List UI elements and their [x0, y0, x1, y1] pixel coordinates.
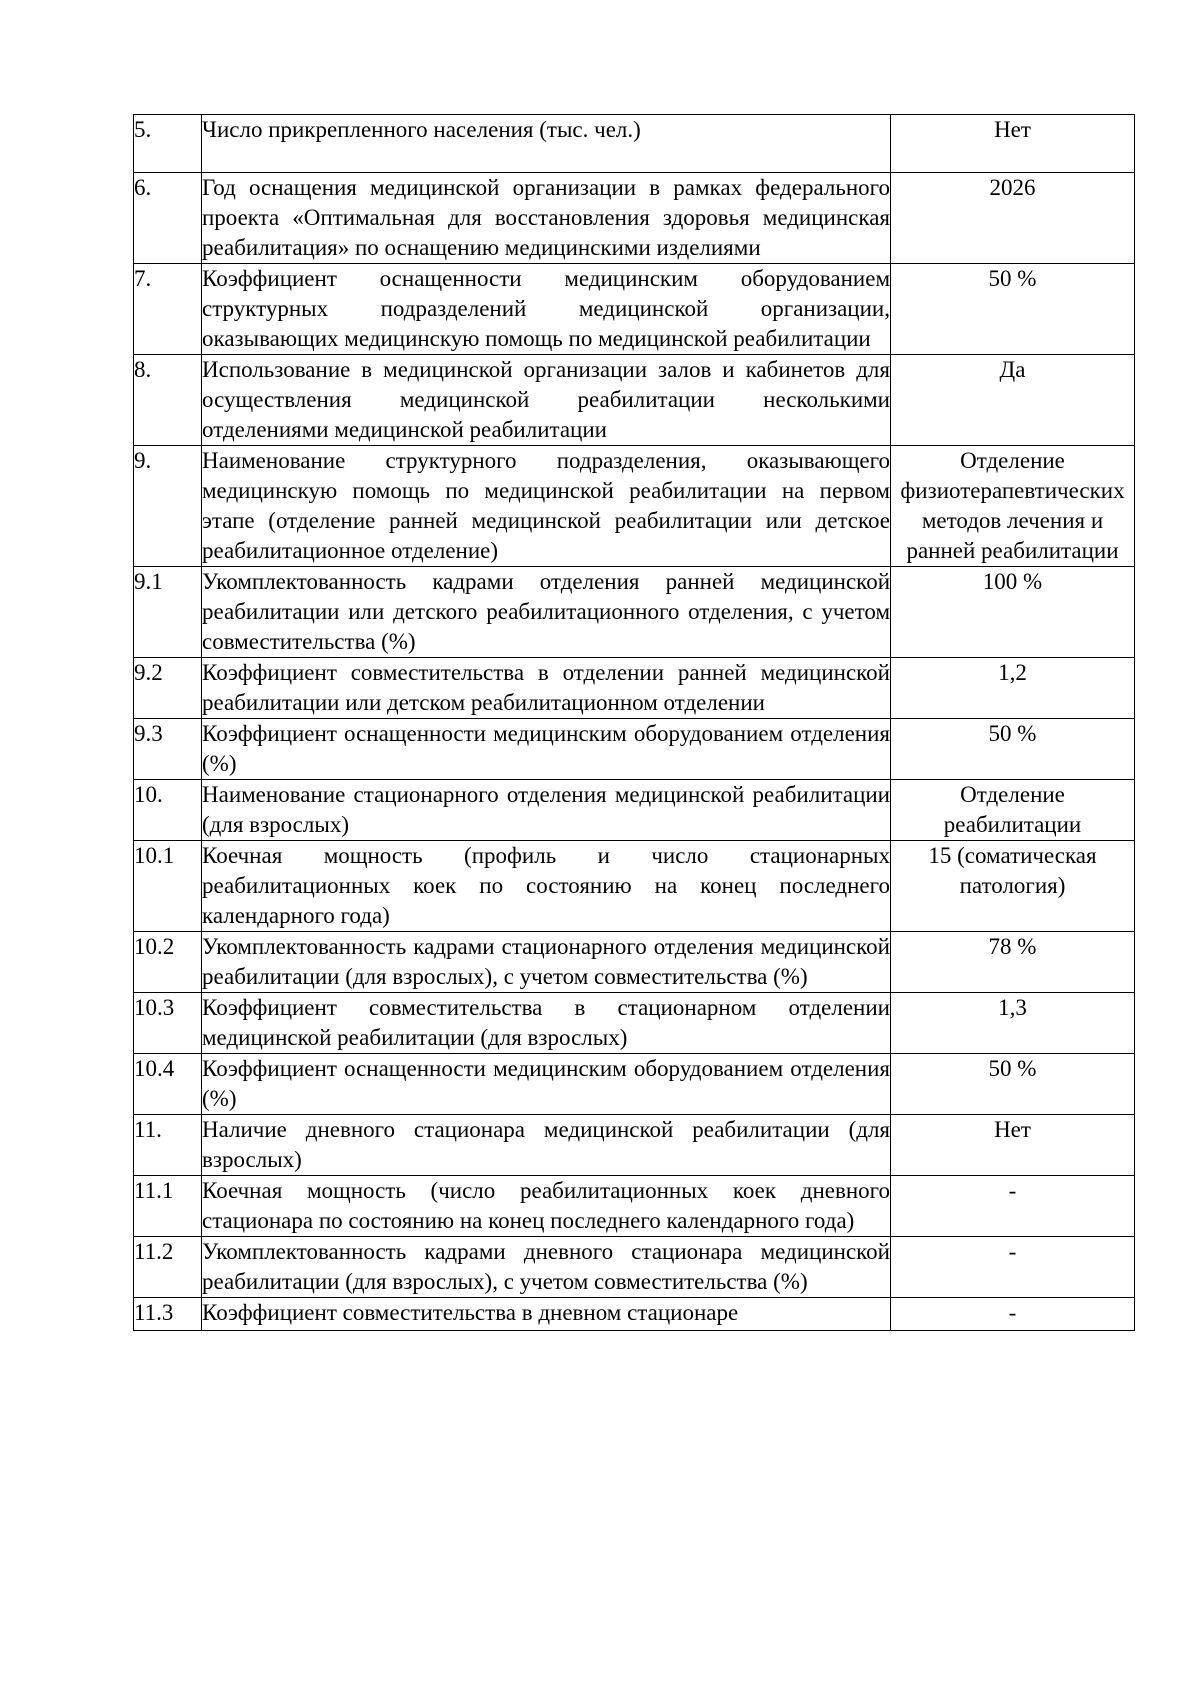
row-value: - — [891, 1298, 1135, 1331]
row-value: Отделение физиотерапевтических методов лечения и ранней реабилитации — [891, 446, 1135, 567]
row-number: 9.1 — [134, 567, 202, 658]
table-row — [134, 1237, 1135, 1298]
row-value: Нет — [891, 1115, 1135, 1176]
row-description: Коэффициент совместительства в дневном стационаре — [202, 1298, 891, 1331]
row-number: 10. — [134, 780, 202, 841]
row-description: Коечная мощность (число реабилитационных коек дневного стационара по состоянию на конец последнего календарного года) — [202, 1176, 891, 1237]
row-description: Коэффициент совместительства в стационарном отделении медицинской реабилитации (для взрослых) — [202, 993, 891, 1054]
row-number: 7. — [134, 264, 202, 355]
row-value: Нет — [891, 115, 1135, 173]
table-row — [134, 1176, 1135, 1237]
table-row — [134, 841, 1135, 932]
row-value: 2026 — [891, 173, 1135, 264]
row-value: 50 % — [891, 264, 1135, 355]
table-row — [134, 446, 1135, 567]
row-value: Да — [891, 355, 1135, 446]
table-row — [134, 719, 1135, 780]
row-number: 5. — [134, 115, 202, 173]
table-row — [134, 1115, 1135, 1176]
row-value: 1,2 — [891, 658, 1135, 719]
row-value: 15 (соматическая патология) — [891, 841, 1135, 932]
row-value: 50 % — [891, 1054, 1135, 1115]
row-description: Использование в медицинской организации залов и кабинетов для осуществления медицинской реабилитации несколькими отделениями медицинской реабилитации — [202, 355, 891, 446]
row-description: Коэффициент совместительства в отделении ранней медицинской реабилитации или детском реабилитационном отделении — [202, 658, 891, 719]
row-description: Год оснащения медицинской организации в рамках федерального проекта «Оптимальная для восстановления здоровья медицинская реабилитация» по оснащению медицинскими изделиями — [202, 173, 891, 264]
row-number: 10.2 — [134, 932, 202, 993]
row-description: Число прикрепленного населения (тыс. чел.) — [202, 115, 891, 173]
table-row — [134, 355, 1135, 446]
row-number: 8. — [134, 355, 202, 446]
row-description: Коэффициент оснащенности медицинским оборудованием структурных подразделений медицинской организации, оказывающих медицинскую помощь по медицинской реабилитации — [202, 264, 891, 355]
row-description: Коэффициент оснащенности медицинским оборудованием отделения (%) — [202, 719, 891, 780]
row-value: 100 % — [891, 567, 1135, 658]
table-row — [134, 567, 1135, 658]
table-row — [134, 658, 1135, 719]
table-row — [134, 1054, 1135, 1115]
row-description: Укомплектованность кадрами отделения ранней медицинской реабилитации или детского реабилитационного отделения, с учетом совместительства (%) — [202, 567, 891, 658]
row-number: 9.2 — [134, 658, 202, 719]
row-number: 10.3 — [134, 993, 202, 1054]
row-description: Укомплектованность кадрами дневного стационара медицинской реабилитации (для взрослых), с учетом совместительства (%) — [202, 1237, 891, 1298]
table-row — [134, 932, 1135, 993]
row-number: 11. — [134, 1115, 202, 1176]
row-description: Наличие дневного стационара медицинской реабилитации (для взрослых) — [202, 1115, 891, 1176]
indicators-table — [133, 114, 1135, 1331]
row-number: 11.2 — [134, 1237, 202, 1298]
row-value: - — [891, 1237, 1135, 1298]
table-row — [134, 264, 1135, 355]
row-value: 78 % — [891, 932, 1135, 993]
row-description: Наименование стационарного отделения медицинской реабилитации (для взрослых) — [202, 780, 891, 841]
row-description: Коэффициент оснащенности медицинским оборудованием отделения (%) — [202, 1054, 891, 1115]
row-value: - — [891, 1176, 1135, 1237]
row-value: Отделение реабилитации — [891, 780, 1135, 841]
table-row — [134, 115, 1135, 173]
table-row — [134, 993, 1135, 1054]
row-number: 11.3 — [134, 1298, 202, 1331]
table-row — [134, 780, 1135, 841]
row-value: 50 % — [891, 719, 1135, 780]
row-number: 10.1 — [134, 841, 202, 932]
row-number: 9.3 — [134, 719, 202, 780]
table-row — [134, 1298, 1135, 1331]
row-number: 10.4 — [134, 1054, 202, 1115]
row-description: Коечная мощность (профиль и число стационарных реабилитационных коек по состоянию на конец последнего календарного года) — [202, 841, 891, 932]
table-row — [134, 173, 1135, 264]
row-description: Укомплектованность кадрами стационарного отделения медицинской реабилитации (для взрослых), с учетом совместительства (%) — [202, 932, 891, 993]
row-number: 11.1 — [134, 1176, 202, 1237]
row-number: 6. — [134, 173, 202, 264]
row-number: 9. — [134, 446, 202, 567]
row-description: Наименование структурного подразделения, оказывающего медицинскую помощь по медицинской реабилитации на первом этапе (отделение ранней медицинской реабилитации или детское реабилитационное отделение) — [202, 446, 891, 567]
row-value: 1,3 — [891, 993, 1135, 1054]
